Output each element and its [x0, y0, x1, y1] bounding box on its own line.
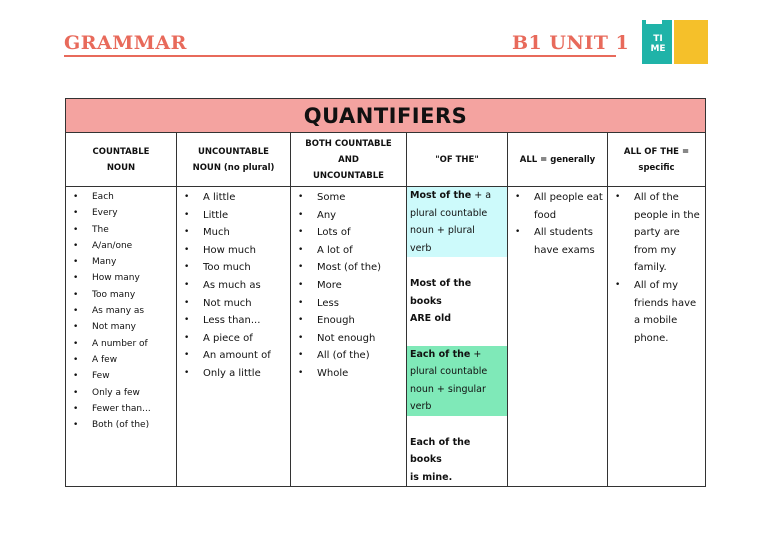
rule-keyword: Each of the	[410, 348, 471, 360]
list-item: • The	[70, 222, 172, 238]
column-countable	[66, 187, 177, 487]
header-line: AND	[338, 154, 359, 165]
list-item: • Only a little	[181, 365, 286, 383]
column-header-of-the	[407, 133, 508, 187]
column-all-of-the	[608, 187, 706, 487]
logo	[640, 18, 710, 66]
list-item: • Enough	[295, 312, 402, 330]
spacer	[407, 328, 507, 346]
list-item: • Many	[70, 254, 172, 270]
list-item: • Fewer than...	[70, 401, 172, 417]
list-item: • A piece of	[181, 330, 286, 348]
list-item: • Not many	[70, 319, 172, 335]
list-item: • All students have exams	[512, 224, 603, 259]
header-line: NOUN	[106, 162, 136, 173]
header-line: specific	[638, 162, 675, 173]
rule-most-of-the	[407, 187, 507, 257]
list-item: • As many as	[70, 303, 172, 319]
example-each-of-the	[407, 434, 507, 487]
list-item: • Only a few	[70, 385, 172, 401]
list-item: • All (of the)	[295, 347, 402, 365]
list-item: • As much as	[181, 277, 286, 295]
both-list	[295, 189, 402, 383]
list-item: • Most (of the)	[295, 259, 402, 277]
list-item: • How many	[70, 270, 172, 286]
list-item: • How much	[181, 242, 286, 260]
rule-line	[407, 346, 507, 364]
header-line: ALL = generally	[519, 154, 596, 165]
all-of-the-list	[612, 189, 701, 347]
list-item: • Little	[181, 207, 286, 225]
header-line: NOUN (no plural)	[192, 162, 275, 173]
list-item: • A number of	[70, 336, 172, 352]
logo-text	[646, 34, 670, 54]
rule-line: noun + singular	[410, 383, 486, 395]
list-item: • A little	[181, 189, 286, 207]
example-line: Most of the books	[410, 278, 472, 307]
list-item: • Both (of the)	[70, 417, 172, 433]
list-item: • Any	[295, 207, 402, 225]
example-line: is mine.	[410, 471, 453, 483]
column-header-uncountable	[177, 133, 291, 187]
list-item: • A lot of	[295, 242, 402, 260]
example-most-of-the	[407, 275, 507, 328]
rule-each-of-the	[407, 346, 507, 416]
header-line: UNCOUNTABLE	[198, 146, 269, 157]
list-item: • An amount of	[181, 347, 286, 365]
header-row	[66, 133, 706, 187]
list-item: • Too many	[70, 287, 172, 303]
rule-line: verb	[410, 242, 432, 254]
rule-line: plural countable	[410, 366, 488, 377]
list-item: • Lots of	[295, 224, 402, 242]
list-item: • Few	[70, 368, 172, 384]
header-line: BOTH COUNTABLE	[305, 138, 392, 149]
column-all-generally	[508, 187, 608, 487]
header-line: ALL OF THE =	[623, 146, 690, 157]
column-header-countable	[66, 133, 177, 187]
logo-text-line1: TI	[653, 34, 663, 44]
list-item: • Some	[295, 189, 402, 207]
rule-text: +	[470, 348, 482, 360]
rule-line: noun + plural	[410, 225, 475, 236]
header-line: UNCOUNTABLE	[313, 170, 384, 181]
list-item: • Whole	[295, 365, 402, 383]
list-item: • Much	[181, 224, 286, 242]
list-item: • Too much	[181, 259, 286, 277]
all-generally-list	[512, 189, 603, 259]
countable-list	[70, 189, 172, 433]
rule-line: plural countable	[410, 207, 488, 219]
list-item: • Each	[70, 189, 172, 205]
list-item: • All of my friends have a mobile phone.	[612, 277, 701, 347]
column-header-all-generally	[508, 133, 608, 187]
list-item: • Not enough	[295, 330, 402, 348]
list-item: • More	[295, 277, 402, 295]
list-item: • Less than...	[181, 312, 286, 330]
logo-notch	[646, 18, 662, 24]
column-header-all-of-the	[608, 133, 706, 187]
body-row	[66, 187, 706, 487]
example-line: Each of the books	[410, 436, 471, 465]
column-of-the	[407, 187, 508, 487]
header-line: COUNTABLE	[92, 146, 150, 157]
rule-text: + a	[471, 190, 492, 201]
logo-text-line2: ME	[650, 44, 666, 54]
header-divider	[64, 55, 616, 57]
header-line: "OF THE"	[435, 154, 479, 165]
list-item: • All of the people in the party are from my family.	[612, 189, 701, 277]
uncountable-list	[181, 189, 286, 383]
column-uncountable	[177, 187, 291, 487]
rule-line: verb	[410, 401, 432, 412]
column-header-both	[291, 133, 407, 187]
column-both	[291, 187, 407, 487]
list-item: • Not much	[181, 295, 286, 313]
section-title: GRAMMAR	[64, 32, 187, 54]
spacer	[407, 416, 507, 434]
rule-line	[407, 187, 507, 205]
list-item: • Less	[295, 295, 402, 313]
rule-keyword: Most of the	[410, 190, 472, 201]
list-item: • A/an/one	[70, 238, 172, 254]
spacer	[407, 257, 507, 275]
list-item: • All people eat food	[512, 189, 603, 224]
unit-title: B1 UNIT 1	[512, 32, 630, 54]
list-item: • Every	[70, 205, 172, 221]
example-line: ARE old	[410, 313, 452, 324]
quantifiers-table	[65, 98, 706, 487]
list-item: • A few	[70, 352, 172, 368]
table-title: QUANTIFIERS	[66, 99, 706, 133]
logo-yellow-block	[674, 20, 708, 64]
